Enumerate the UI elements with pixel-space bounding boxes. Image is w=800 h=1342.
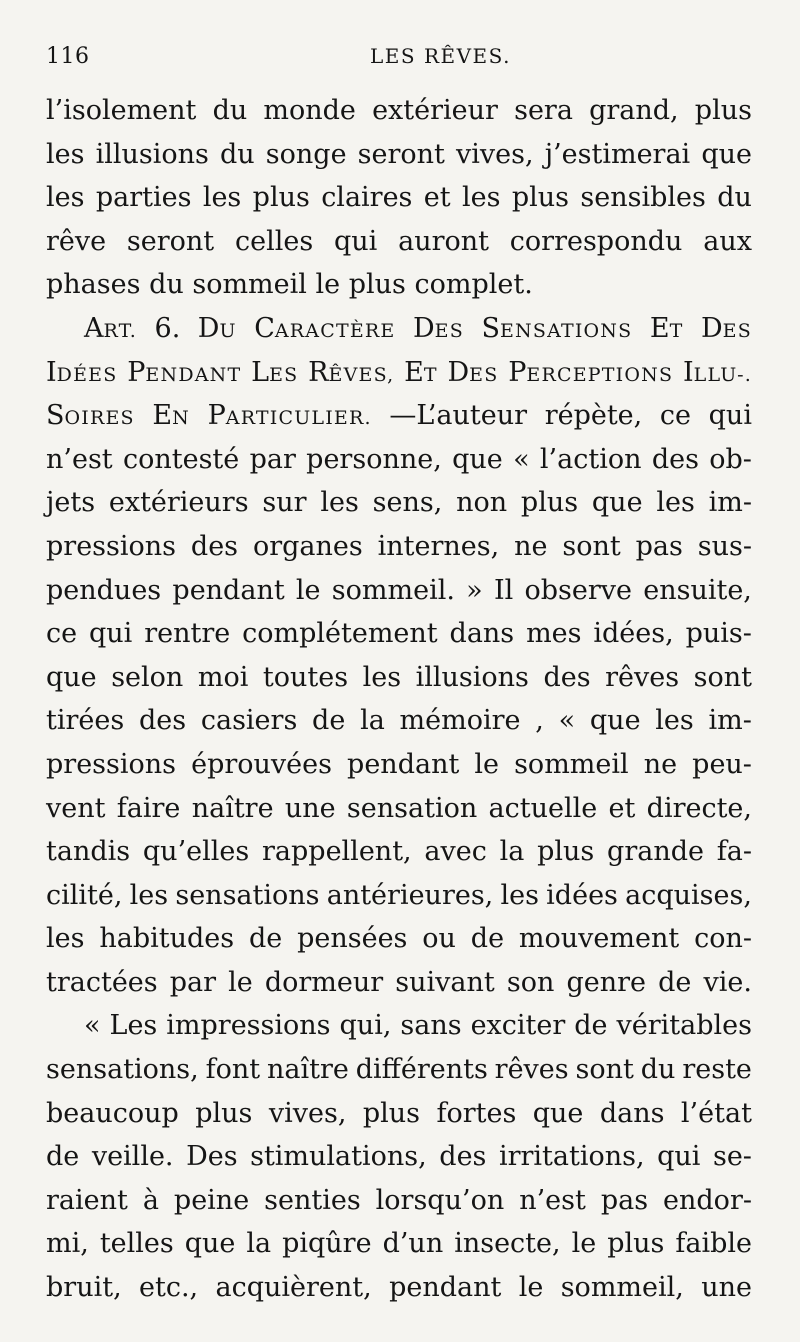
word: Les bbox=[109, 1010, 158, 1042]
text-line bbox=[46, 874, 752, 918]
word: toutes bbox=[262, 661, 349, 693]
word: les bbox=[46, 138, 85, 170]
word: l’état bbox=[680, 1097, 752, 1129]
word: casiers bbox=[200, 705, 298, 737]
word: plus bbox=[694, 95, 752, 126]
word: pendant bbox=[347, 748, 460, 780]
word-initial: P bbox=[207, 400, 226, 432]
word: plus bbox=[511, 182, 569, 214]
word: naître bbox=[267, 1054, 349, 1086]
word: qui bbox=[708, 400, 752, 432]
word bbox=[481, 307, 632, 351]
word bbox=[413, 307, 464, 351]
word: ce bbox=[659, 400, 691, 432]
word: se- bbox=[712, 1141, 752, 1173]
word: extérieurs bbox=[108, 487, 249, 519]
text-line bbox=[46, 1092, 752, 1136]
word-initial: S bbox=[481, 312, 500, 344]
word-initial: E bbox=[152, 400, 173, 432]
word: des bbox=[439, 1141, 487, 1173]
word bbox=[650, 307, 684, 351]
word: qui, bbox=[339, 1010, 392, 1042]
word: dormeur bbox=[264, 966, 384, 998]
word: de bbox=[658, 966, 692, 998]
word: les bbox=[202, 182, 242, 214]
word: pendues bbox=[46, 574, 162, 606]
word-smallcaps: ENDANT bbox=[145, 363, 242, 386]
word: du bbox=[212, 95, 248, 126]
word: les bbox=[46, 182, 85, 214]
word: illusions bbox=[95, 138, 209, 170]
word-smallcaps: T bbox=[423, 363, 438, 386]
word: de bbox=[46, 1141, 80, 1173]
word: « bbox=[558, 705, 576, 737]
word: grand, bbox=[589, 95, 679, 126]
page-header bbox=[46, 44, 756, 74]
word: sommeil bbox=[192, 269, 307, 301]
word: sus- bbox=[697, 530, 752, 562]
word: seront bbox=[357, 138, 445, 170]
word: plus bbox=[252, 182, 310, 214]
word: des bbox=[543, 661, 591, 693]
word: pressions bbox=[46, 748, 177, 780]
word: plus bbox=[348, 269, 406, 301]
word: plus bbox=[195, 1097, 253, 1129]
word: complétement bbox=[242, 618, 438, 650]
text-line bbox=[46, 220, 752, 264]
text-line bbox=[46, 1004, 752, 1048]
text-line bbox=[46, 481, 752, 525]
word-smallcaps: ENSATIONS bbox=[499, 319, 633, 342]
word: » bbox=[466, 574, 483, 606]
word: pendant bbox=[172, 574, 285, 606]
word: fa- bbox=[716, 836, 752, 868]
text-line bbox=[46, 176, 752, 220]
text-line bbox=[46, 1266, 752, 1310]
word: et bbox=[608, 792, 636, 824]
word: les bbox=[655, 705, 694, 737]
word bbox=[508, 351, 673, 395]
word: mouvement bbox=[518, 923, 680, 955]
word bbox=[683, 351, 752, 395]
word: sensations bbox=[175, 879, 320, 911]
word: qui bbox=[89, 618, 133, 650]
word: plus bbox=[520, 487, 579, 519]
word: dans bbox=[599, 1097, 665, 1129]
word: les bbox=[129, 879, 169, 911]
word-initial: C bbox=[254, 312, 275, 344]
word: la bbox=[246, 1228, 272, 1260]
word: reste bbox=[682, 1054, 752, 1086]
word-initial: A bbox=[84, 312, 104, 344]
word: phases bbox=[46, 269, 141, 301]
word-initial: R bbox=[308, 356, 329, 388]
word: extérieur bbox=[372, 95, 498, 126]
word: lorsqu’on bbox=[375, 1184, 505, 1216]
word: , bbox=[535, 705, 544, 737]
text-line bbox=[46, 743, 752, 787]
word: que bbox=[589, 705, 641, 737]
word bbox=[46, 351, 117, 395]
word: de bbox=[470, 923, 505, 955]
word: beaucoup bbox=[46, 1097, 179, 1129]
word: les bbox=[320, 487, 359, 519]
text-line bbox=[46, 525, 752, 569]
word: sera bbox=[514, 95, 573, 126]
text-line bbox=[46, 961, 752, 1005]
word: une bbox=[701, 1272, 752, 1304]
word: piqûre bbox=[282, 1228, 372, 1260]
word-initial: D bbox=[447, 356, 470, 388]
word-initial: P bbox=[508, 356, 527, 388]
word-smallcaps: ERCEPTIONS bbox=[526, 363, 674, 386]
word: tractées bbox=[46, 966, 158, 998]
word: sont bbox=[562, 530, 621, 562]
word-smallcaps: ES bbox=[722, 319, 752, 342]
word-smallcaps: ES bbox=[434, 319, 464, 342]
word: ou bbox=[422, 923, 456, 955]
word: que bbox=[532, 1097, 584, 1129]
word: 6. bbox=[154, 312, 181, 344]
word: sensibles bbox=[580, 182, 706, 214]
word: contesté bbox=[122, 443, 240, 475]
text-line bbox=[46, 830, 752, 874]
word: etc., bbox=[139, 1272, 199, 1304]
word: idées bbox=[546, 879, 618, 911]
word: du bbox=[717, 182, 752, 214]
text-line bbox=[46, 133, 752, 177]
word-smallcaps: T bbox=[669, 319, 684, 342]
word: naître bbox=[191, 792, 274, 824]
word: raient bbox=[46, 1184, 128, 1216]
word: du bbox=[149, 269, 184, 301]
word: de bbox=[312, 705, 346, 737]
word: ce bbox=[46, 618, 78, 650]
word: correspondu bbox=[509, 225, 683, 257]
word: le bbox=[474, 748, 500, 780]
word: rêve bbox=[46, 225, 107, 257]
word: seront bbox=[126, 225, 215, 257]
word: songe bbox=[265, 138, 347, 170]
text-line bbox=[46, 569, 752, 613]
word-initial: L bbox=[251, 356, 270, 388]
word bbox=[84, 307, 137, 351]
word: la bbox=[499, 836, 525, 868]
word: le bbox=[295, 574, 321, 606]
word-initial: I bbox=[682, 356, 694, 388]
word: grande bbox=[607, 836, 704, 868]
word: peine bbox=[173, 1184, 250, 1216]
word: pressions bbox=[46, 530, 177, 562]
word: de bbox=[574, 1010, 608, 1042]
word: mi, bbox=[46, 1228, 89, 1260]
word: une bbox=[284, 792, 336, 824]
word-initial: E bbox=[404, 356, 424, 388]
word: illusions bbox=[415, 661, 529, 693]
word: ob- bbox=[709, 443, 752, 475]
word: tirées bbox=[46, 705, 125, 737]
text-line bbox=[46, 917, 752, 961]
word: pensées bbox=[297, 923, 408, 955]
word: répète, bbox=[544, 400, 643, 432]
word: bruit, bbox=[46, 1272, 122, 1304]
word: auront bbox=[398, 225, 489, 257]
word: suivant bbox=[395, 966, 495, 998]
word: exciter bbox=[470, 1010, 566, 1042]
word: que bbox=[591, 487, 643, 519]
word: acquises, bbox=[625, 879, 752, 911]
word: vives, bbox=[268, 1097, 347, 1129]
word: j’estimerai bbox=[544, 138, 691, 170]
word: aux bbox=[703, 225, 752, 257]
text-line bbox=[46, 612, 752, 656]
word: claires bbox=[321, 182, 413, 214]
word-smallcaps: U bbox=[219, 319, 237, 342]
word: sans bbox=[400, 1010, 462, 1042]
word bbox=[127, 351, 241, 395]
word: puis- bbox=[685, 618, 752, 650]
word: plus bbox=[537, 836, 595, 868]
word: qui bbox=[333, 225, 378, 257]
word: plus bbox=[607, 1228, 665, 1260]
word: mes bbox=[526, 618, 582, 650]
word: antérieures, bbox=[326, 879, 494, 911]
word: de bbox=[248, 923, 283, 955]
word: n’est bbox=[46, 443, 113, 475]
word: con- bbox=[694, 923, 752, 955]
text-line bbox=[46, 1179, 752, 1223]
section-heading-line bbox=[46, 394, 752, 438]
word: observe bbox=[524, 574, 632, 606]
word: pendant bbox=[389, 1272, 502, 1304]
word: que bbox=[184, 1228, 236, 1260]
word: senties bbox=[264, 1184, 361, 1216]
word: sensation bbox=[346, 792, 478, 824]
word: font bbox=[205, 1054, 261, 1086]
word: internes, bbox=[377, 530, 500, 562]
word: les bbox=[656, 487, 695, 519]
section-heading-line bbox=[46, 351, 752, 395]
text-line bbox=[46, 787, 752, 831]
word: « bbox=[513, 443, 530, 475]
word: ne bbox=[514, 530, 548, 562]
word: im- bbox=[708, 705, 752, 737]
word: la bbox=[360, 705, 385, 737]
word-smallcaps: N bbox=[172, 407, 190, 430]
word: mémoire bbox=[399, 705, 521, 737]
word-initial: E bbox=[649, 312, 670, 344]
word: sens, bbox=[372, 487, 443, 519]
text-line bbox=[46, 699, 752, 743]
word-smallcaps: ÊVES, bbox=[328, 363, 395, 386]
word: rêves bbox=[605, 661, 680, 693]
word: des bbox=[651, 443, 699, 475]
text-line bbox=[46, 1222, 752, 1266]
word: stimulations, bbox=[250, 1141, 427, 1173]
word: idées, bbox=[593, 618, 674, 650]
word: actuelle bbox=[488, 792, 598, 824]
word: par bbox=[249, 443, 296, 475]
word: éprouvées bbox=[191, 748, 332, 780]
word: veille. bbox=[91, 1141, 174, 1173]
word: parties bbox=[95, 182, 192, 214]
word: vives, bbox=[456, 138, 534, 170]
word: im- bbox=[708, 487, 752, 519]
word: selon bbox=[111, 661, 184, 693]
word: que bbox=[452, 443, 503, 475]
word: n’est bbox=[519, 1184, 586, 1216]
word-initial: S bbox=[46, 400, 65, 432]
word: sommeil, bbox=[560, 1272, 684, 1304]
text-line bbox=[46, 1048, 752, 1092]
word: le bbox=[228, 966, 253, 998]
word: le bbox=[571, 1228, 597, 1260]
word: telles bbox=[99, 1228, 174, 1260]
word: rêves bbox=[494, 1054, 569, 1086]
word: ensuite, bbox=[643, 574, 752, 606]
word: du bbox=[220, 138, 255, 170]
word: tandis bbox=[46, 836, 131, 868]
word-initial: D bbox=[412, 312, 435, 344]
word bbox=[152, 394, 190, 438]
word: faible bbox=[675, 1228, 752, 1260]
text-line bbox=[46, 1135, 752, 1179]
word: rentre bbox=[144, 618, 231, 650]
word bbox=[251, 351, 298, 395]
word: plus bbox=[362, 1097, 421, 1129]
word: rappellent, bbox=[262, 836, 412, 868]
word bbox=[404, 351, 438, 395]
word: véritables bbox=[616, 1010, 752, 1042]
word: acquièrent, bbox=[215, 1272, 372, 1304]
word bbox=[198, 307, 237, 351]
word-smallcaps: LLU-. bbox=[693, 363, 752, 386]
word bbox=[254, 307, 395, 351]
word: pas bbox=[635, 530, 683, 562]
word: avec bbox=[424, 836, 487, 868]
word: l’action bbox=[539, 443, 642, 475]
word: les bbox=[46, 923, 85, 955]
word: faire bbox=[116, 792, 181, 824]
word: que bbox=[701, 138, 752, 170]
word: habitudes bbox=[99, 923, 235, 955]
word-initial: I bbox=[46, 356, 57, 388]
word bbox=[701, 307, 752, 351]
word: pas bbox=[600, 1184, 649, 1216]
word: Il bbox=[493, 574, 514, 606]
word: irritations, bbox=[498, 1141, 645, 1173]
text-line bbox=[46, 89, 752, 133]
word: sommeil. bbox=[331, 574, 455, 606]
word: dans bbox=[449, 618, 515, 650]
word: du bbox=[640, 1054, 676, 1086]
word bbox=[308, 351, 394, 395]
word: les bbox=[461, 182, 501, 214]
word-smallcaps: ES bbox=[269, 363, 299, 386]
word: le bbox=[518, 1272, 544, 1304]
word: celles bbox=[234, 225, 314, 257]
word: directe, bbox=[646, 792, 752, 824]
word: insecte, bbox=[454, 1228, 561, 1260]
word: que bbox=[46, 661, 97, 693]
word: vent bbox=[46, 792, 106, 824]
word: sensations, bbox=[46, 1054, 199, 1086]
word: qui bbox=[657, 1141, 701, 1173]
word: d’un bbox=[382, 1228, 444, 1260]
word-smallcaps: RT. bbox=[103, 319, 137, 342]
page-number: 116 bbox=[46, 44, 90, 69]
body-text bbox=[46, 89, 752, 1310]
word: différents bbox=[355, 1054, 488, 1086]
word: sommeil bbox=[514, 748, 629, 780]
word: le bbox=[315, 269, 341, 301]
word-smallcaps: ARACTÈRE bbox=[274, 319, 396, 342]
word-smallcaps: ES bbox=[469, 363, 499, 386]
word: impressions bbox=[166, 1010, 331, 1042]
word: organes bbox=[252, 530, 363, 562]
word bbox=[448, 351, 499, 395]
word-smallcaps: OIRES bbox=[64, 407, 135, 430]
word: genre bbox=[566, 966, 646, 998]
word: Des bbox=[186, 1141, 238, 1173]
word-initial: D bbox=[197, 312, 220, 344]
text-line bbox=[46, 438, 752, 482]
word: les bbox=[500, 879, 539, 911]
word: complet. bbox=[414, 269, 533, 301]
word: jets bbox=[46, 487, 96, 519]
word: endor- bbox=[663, 1184, 752, 1216]
word: les bbox=[362, 661, 402, 693]
word: des bbox=[138, 705, 187, 737]
word: à bbox=[142, 1184, 159, 1216]
word-smallcaps: DÉES bbox=[56, 363, 118, 386]
word: non bbox=[456, 487, 508, 519]
word: et bbox=[423, 182, 451, 214]
word: cilité, bbox=[46, 879, 123, 911]
word bbox=[208, 394, 372, 438]
word: personne, bbox=[306, 443, 442, 475]
word: sur bbox=[262, 487, 307, 519]
word: des bbox=[190, 530, 239, 562]
word: vie. bbox=[703, 966, 752, 998]
word: sont bbox=[575, 1054, 634, 1086]
section-heading-line bbox=[46, 307, 752, 351]
word: moi bbox=[197, 661, 249, 693]
word: peu- bbox=[692, 748, 752, 780]
word: —L’auteur bbox=[389, 400, 528, 432]
word: par bbox=[169, 966, 217, 998]
running-title: LES RÊVES. bbox=[370, 44, 511, 68]
word-initial: P bbox=[127, 356, 146, 388]
word: l’isolement bbox=[46, 95, 197, 126]
word: qu’elles bbox=[142, 836, 250, 868]
word: « bbox=[84, 1010, 101, 1042]
text-line bbox=[46, 656, 752, 700]
word-initial: D bbox=[700, 312, 723, 344]
word: ne bbox=[643, 748, 678, 780]
word: son bbox=[506, 966, 555, 998]
word: sont bbox=[693, 661, 752, 693]
word-smallcaps: ARTICULIER. bbox=[225, 407, 372, 430]
word: fortes bbox=[436, 1097, 517, 1129]
text-line bbox=[46, 263, 752, 307]
word: monde bbox=[263, 95, 356, 126]
word bbox=[46, 394, 135, 438]
